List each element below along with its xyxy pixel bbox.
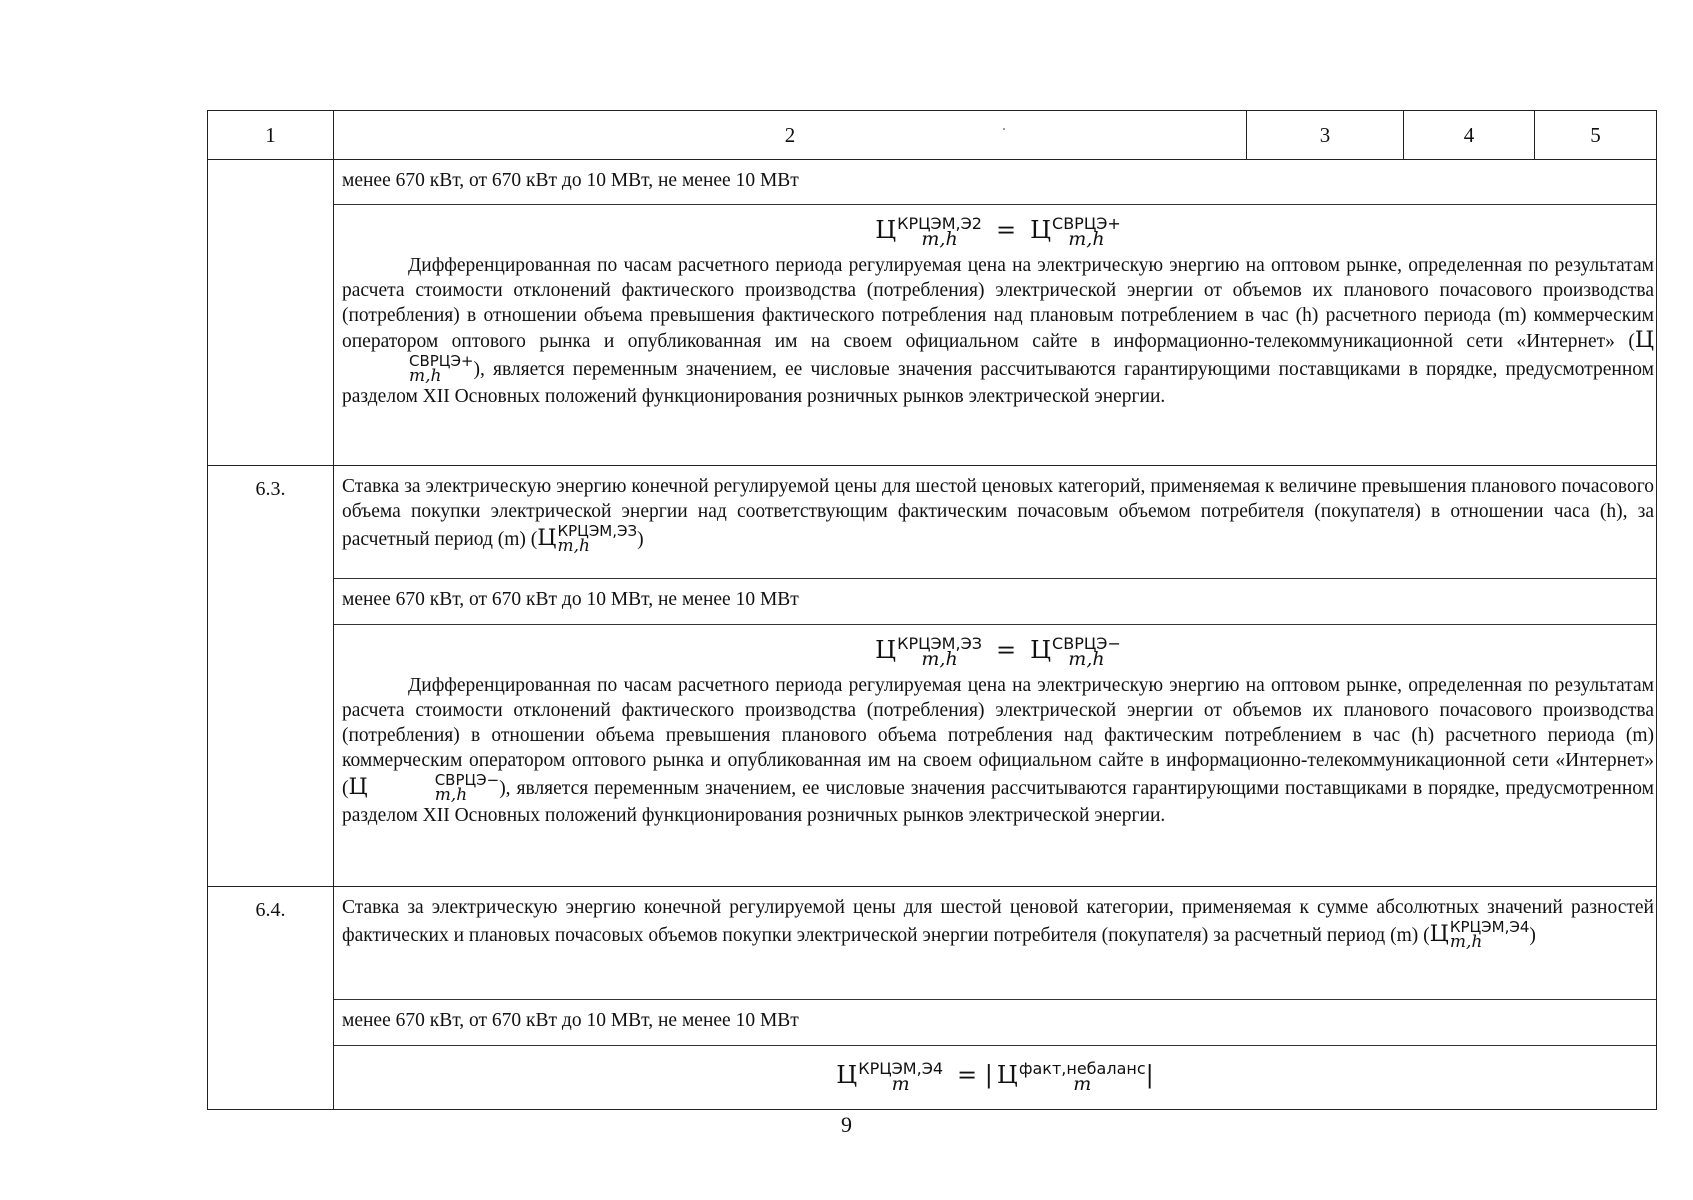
section-title: Ставка за электрическую энергию конечной регулируемой цены для шестой ценовой категории, применяемая к сумме абсолютных значений разностей фактических и плановых почасовых объемов покупки электрической энергии потребителя (покупателя) за расчетный период (m) (Ц КРЦЭМ,Э4 m,h ) bbox=[342, 897, 1654, 952]
header-cell-3: 3 bbox=[1246, 111, 1403, 159]
header-cell-5: 5 bbox=[1534, 111, 1656, 159]
formula-krcem-e2: Ц КРЦЭМ,Э2 m,h = Ц СВРЦЭ+ m,h bbox=[875, 214, 1121, 251]
formula-krcem-e3: Ц КРЦЭМ,ЭЗ m,h = Ц СВРЦЭ− m,h bbox=[875, 634, 1121, 671]
price-description-paragraph: Дифференцированная по часам расчетного периода регулируемая цена на электрическую энергию на оптовом рынке, определенная по результатам расчета стоимости отклонений фактического производства (потребления) электрической энергии от объемов их планового почасового производства (потребления) в отношении объема превышения фактического потребления над плановым потреблением в час (h) расчетного периода (m) коммерческим оператором оптового рынка и опубликованная им на своем официальном сайте в информационно-телекоммуникационной сети «Интернет» (Ц СВРЦЭ+ m,h ), является переменным значением, ее числовые значения рассчитываются гарантирующими поставщиками в порядке, предусмотренном разделом XII Основных положений функционирования розничных рынков электрической энергии. bbox=[342, 255, 1654, 407]
formula-description-cell bbox=[334, 204, 1656, 466]
power-range-line: менее 670 кВт, от 670 кВт до 10 МВт, не менее 10 МВт bbox=[334, 578, 1656, 624]
row-content bbox=[333, 160, 1656, 466]
table-header-row bbox=[208, 111, 1656, 159]
scan-artifact bbox=[1003, 128, 1005, 130]
row-content bbox=[333, 887, 1656, 1110]
page-number: 9 bbox=[841, 1112, 852, 1137]
table-row-6-3 bbox=[208, 465, 1656, 887]
header-cell-1: 1 bbox=[265, 122, 276, 147]
section-title: Ставка за электрическую энергию конечной регулируемой цены для шестой ценовых категорий, применяемая к величине превышения планового почасового объема покупки электрической энергии над соответствующим фактическим почасовым объемом потребителя (покупателя) в отношении часа (h), за расчетный период (m) (Ц КРЦЭМ,ЭЗ m,h ) bbox=[342, 476, 1654, 556]
document-table bbox=[207, 110, 1657, 1110]
formula-krcem-e4: Ц КРЦЭМ,Э4 m = | Ц факт,небаланс m | bbox=[836, 1059, 1154, 1096]
header-cell-2: 2 bbox=[333, 111, 1246, 159]
header-cell-4: 4 bbox=[1403, 111, 1534, 159]
formula-cell bbox=[334, 1045, 1656, 1110]
table-row-continuation bbox=[208, 159, 1656, 466]
price-description-paragraph: Дифференцированная по часам расчетного периода регулируемая цена на электрическую энергию на оптовом рынке, определенная по результатам расчета стоимости отклонений фактического производства (потребления) электрической энергии от объемов их планового почасового производства (потребления) в отношении объема превышения планового объема потребления над фактическим потреблением в час (h) расчетного периода (m) коммерческим оператором оптового рынка и опубликованная им на своем официальном сайте в информационно-телекоммуникационной сети «Интернет» (Ц СВРЦЭ− m,h ), является переменным значением, ее числовые значения рассчитываются гарантирующими поставщиками в порядке, предусмотренном разделом XII Основных положений функционирования розничных рынков электрической энергии. bbox=[342, 675, 1654, 826]
power-range-line: менее 670 кВт, от 670 кВт до 10 МВт, не менее 10 МВт bbox=[342, 170, 799, 191]
table-row-6-4 bbox=[208, 886, 1656, 1110]
row-number: 6.4. bbox=[255, 899, 286, 921]
row-content bbox=[333, 466, 1656, 887]
row-number-empty bbox=[208, 160, 333, 466]
power-range-line: менее 670 кВт, от 670 кВт до 10 МВт, не менее 10 МВт bbox=[334, 999, 1656, 1045]
formula-description-cell bbox=[334, 624, 1656, 887]
row-number: 6.3. bbox=[255, 478, 286, 500]
